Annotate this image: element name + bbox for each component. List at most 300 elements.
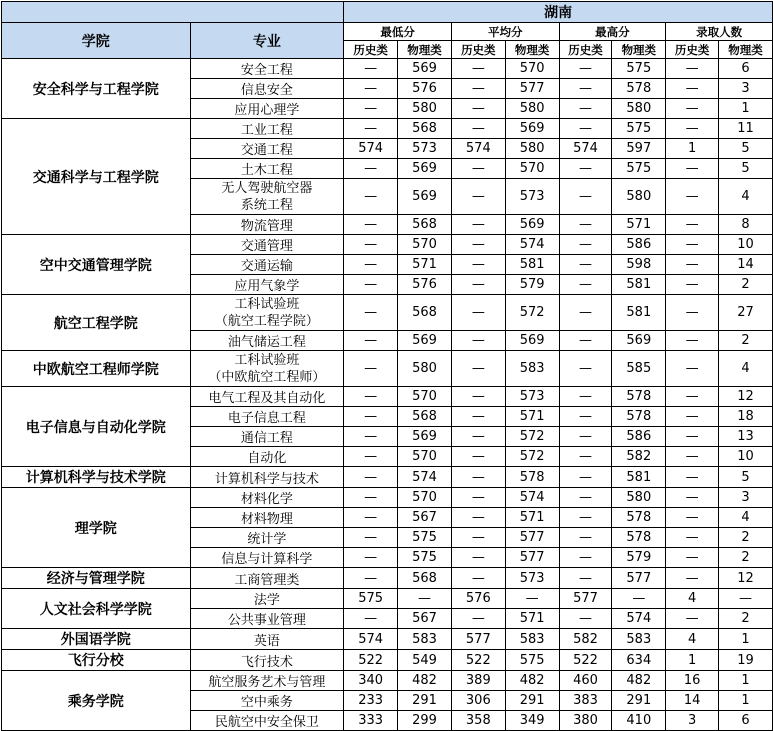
major-name-cell: 自动化	[190, 447, 344, 467]
score-cell-min-p: 568	[398, 119, 452, 139]
score-cell-max-p: 575	[612, 159, 666, 179]
score-cell-min-h: —	[344, 159, 398, 179]
table-row	[2, 671, 773, 691]
score-cell-avg-p: 570	[505, 159, 559, 179]
score-cell-avg-h: —	[451, 407, 505, 427]
score-cell-n-h: —	[666, 159, 719, 179]
score-cell-min-h: 333	[344, 711, 398, 731]
score-cell-n-p: 4	[719, 179, 773, 215]
score-cell-avg-p: 573	[505, 179, 559, 215]
score-cell-n-h: —	[666, 467, 719, 488]
score-cell-avg-h: —	[451, 427, 505, 447]
score-cell-min-h: 233	[344, 691, 398, 711]
score-cell-n-h: —	[666, 295, 719, 331]
score-cell-min-h: 574	[344, 139, 398, 159]
college-name-cell: 中欧航空工程师学院	[2, 351, 191, 387]
score-cell-min-h: —	[344, 488, 398, 508]
score-cell-max-h: —	[559, 609, 612, 629]
score-cell-min-h: —	[344, 609, 398, 629]
score-cell-min-h: —	[344, 387, 398, 407]
score-cell-min-p: 575	[398, 528, 452, 548]
score-cell-avg-p: 569	[505, 215, 559, 235]
score-cell-n-h: —	[666, 427, 719, 447]
score-cell-min-h: 522	[344, 650, 398, 671]
score-cell-avg-h: —	[451, 528, 505, 548]
college-name-cell: 航空工程学院	[2, 295, 191, 351]
score-cell-min-p: 580	[398, 351, 452, 387]
college-name-cell: 人文社会科学学院	[2, 589, 191, 629]
table-row	[2, 467, 773, 488]
score-cell-max-h: 460	[559, 671, 612, 691]
score-cell-n-p: 5	[719, 467, 773, 488]
major-name-cell: 油气储运工程	[190, 331, 344, 351]
score-cell-max-h: —	[559, 427, 612, 447]
score-cell-avg-p: 349	[505, 711, 559, 731]
score-cell-max-h: —	[559, 275, 612, 295]
score-cell-max-p: 578	[612, 387, 666, 407]
score-cell-min-h: 574	[344, 629, 398, 650]
table-row	[2, 119, 773, 139]
score-cell-avg-p: 575	[505, 650, 559, 671]
score-cell-avg-p: 482	[505, 671, 559, 691]
score-cell-avg-h: —	[451, 79, 505, 99]
score-cell-max-p: 581	[612, 467, 666, 488]
major-name-cell: 公共事业管理	[190, 609, 344, 629]
score-cell-max-h: —	[559, 235, 612, 255]
score-cell-max-p: 569	[612, 331, 666, 351]
college-name-cell: 交通科学与工程学院	[2, 119, 191, 235]
score-cell-n-p: —	[719, 589, 773, 609]
score-cell-avg-h: —	[451, 447, 505, 467]
major-name-cell: 材料化学	[190, 488, 344, 508]
score-cell-n-p: 14	[719, 255, 773, 275]
score-cell-min-p: 482	[398, 671, 452, 691]
major-name-cell: 通信工程	[190, 427, 344, 447]
avg-physics-header: 物理类	[505, 41, 559, 59]
score-cell-n-h: 16	[666, 671, 719, 691]
score-cell-n-h: 1	[666, 139, 719, 159]
score-cell-n-h: —	[666, 119, 719, 139]
major-name-cell: 交通运输	[190, 255, 344, 275]
score-cell-n-p: 1	[719, 671, 773, 691]
score-cell-avg-p: —	[505, 589, 559, 609]
score-cell-max-p: 580	[612, 99, 666, 119]
score-cell-avg-p: 580	[505, 99, 559, 119]
score-cell-n-p: 11	[719, 119, 773, 139]
score-cell-avg-p: 573	[505, 568, 559, 589]
major-name-cell: 工科试验班 （航空工程学院）	[190, 295, 344, 331]
score-cell-n-p: 2	[719, 275, 773, 295]
max-score-header: 最高分	[559, 23, 666, 41]
score-cell-n-h: 14	[666, 691, 719, 711]
score-cell-max-h: —	[559, 179, 612, 215]
score-cell-max-h: 380	[559, 711, 612, 731]
score-cell-n-h: —	[666, 568, 719, 589]
min-score-header: 最低分	[344, 23, 452, 41]
score-cell-avg-h: —	[451, 275, 505, 295]
score-cell-max-p: 575	[612, 59, 666, 79]
admitted-count-header: 录取人数	[666, 23, 773, 41]
score-cell-max-p: 585	[612, 351, 666, 387]
score-cell-max-h: 577	[559, 589, 612, 609]
college-name-cell: 乘务学院	[2, 671, 191, 731]
score-cell-avg-h: —	[451, 159, 505, 179]
table-row	[2, 629, 773, 650]
max-history-header: 历史类	[559, 41, 612, 59]
major-name-cell: 材料物理	[190, 508, 344, 528]
college-name-cell: 安全科学与工程学院	[2, 59, 191, 119]
score-cell-avg-p: 572	[505, 427, 559, 447]
score-cell-avg-p: 571	[505, 609, 559, 629]
score-cell-avg-h: —	[451, 331, 505, 351]
major-name-cell: 工商管理类	[190, 568, 344, 589]
score-cell-max-p: 578	[612, 508, 666, 528]
score-cell-min-p: 570	[398, 488, 452, 508]
score-cell-min-h: —	[344, 275, 398, 295]
major-name-cell: 应用气象学	[190, 275, 344, 295]
college-name-cell: 飞行分校	[2, 650, 191, 671]
score-cell-min-h: —	[344, 447, 398, 467]
score-cell-n-h: 3	[666, 711, 719, 731]
score-cell-avg-h: —	[451, 467, 505, 488]
score-cell-max-h: —	[559, 159, 612, 179]
score-cell-min-p: 570	[398, 447, 452, 467]
score-cell-avg-h: —	[451, 609, 505, 629]
score-cell-avg-h: —	[451, 387, 505, 407]
score-cell-max-p: 410	[612, 711, 666, 731]
college-name-cell: 电子信息与自动化学院	[2, 387, 191, 467]
college-name-cell: 外国语学院	[2, 629, 191, 650]
score-cell-n-p: 3	[719, 488, 773, 508]
score-cell-min-h: —	[344, 295, 398, 331]
score-cell-n-p: 6	[719, 59, 773, 79]
score-cell-min-h: —	[344, 255, 398, 275]
college-name-cell: 空中交通管理学院	[2, 235, 191, 295]
score-cell-n-p: 13	[719, 427, 773, 447]
score-cell-min-h: —	[344, 99, 398, 119]
score-cell-avg-p: 569	[505, 331, 559, 351]
score-cell-min-p: 569	[398, 159, 452, 179]
college-name-cell: 经济与管理学院	[2, 568, 191, 589]
score-cell-min-p: 576	[398, 79, 452, 99]
score-cell-max-p: 586	[612, 427, 666, 447]
score-cell-max-h: 522	[559, 650, 612, 671]
score-cell-avg-p: 572	[505, 447, 559, 467]
score-cell-min-h: —	[344, 59, 398, 79]
score-cell-avg-p: 579	[505, 275, 559, 295]
score-cell-n-p: 10	[719, 447, 773, 467]
score-cell-n-h: —	[666, 59, 719, 79]
score-cell-min-p: —	[398, 589, 452, 609]
score-cell-min-p: 568	[398, 215, 452, 235]
score-cell-min-p: 567	[398, 508, 452, 528]
college-column-header: 学院	[2, 23, 191, 59]
score-cell-avg-p: 570	[505, 59, 559, 79]
score-cell-n-p: 12	[719, 568, 773, 589]
score-cell-avg-h: —	[451, 568, 505, 589]
score-cell-n-h: —	[666, 488, 719, 508]
score-cell-max-h: —	[559, 79, 612, 99]
score-cell-avg-h: —	[451, 235, 505, 255]
score-cell-n-h: —	[666, 609, 719, 629]
score-cell-max-h: —	[559, 508, 612, 528]
score-cell-min-p: 573	[398, 139, 452, 159]
score-cell-min-p: 567	[398, 609, 452, 629]
score-cell-avg-h: —	[451, 215, 505, 235]
score-cell-avg-p: 583	[505, 629, 559, 650]
table-row	[2, 387, 773, 407]
major-name-cell: 交通管理	[190, 235, 344, 255]
score-cell-avg-p: 580	[505, 139, 559, 159]
score-cell-min-h: 340	[344, 671, 398, 691]
score-cell-avg-h: —	[451, 508, 505, 528]
table-row	[2, 568, 773, 589]
score-cell-max-h: —	[559, 59, 612, 79]
score-cell-n-h: —	[666, 548, 719, 568]
score-cell-max-h: —	[559, 447, 612, 467]
score-cell-n-p: 10	[719, 235, 773, 255]
min-history-header: 历史类	[344, 41, 398, 59]
table-row	[2, 488, 773, 508]
count-history-header: 历史类	[666, 41, 719, 59]
score-cell-max-p: 582	[612, 447, 666, 467]
score-cell-max-h: —	[559, 119, 612, 139]
score-cell-max-p: 571	[612, 215, 666, 235]
score-cell-n-h: 4	[666, 629, 719, 650]
score-cell-n-p: 2	[719, 548, 773, 568]
score-cell-avg-p: 577	[505, 79, 559, 99]
score-cell-max-p: 580	[612, 179, 666, 215]
score-cell-n-h: —	[666, 387, 719, 407]
score-cell-n-h: —	[666, 331, 719, 351]
count-physics-header: 物理类	[719, 41, 773, 59]
score-cell-max-p: 580	[612, 488, 666, 508]
major-column-header: 专业	[190, 23, 344, 59]
score-cell-n-h: —	[666, 275, 719, 295]
table-row	[2, 589, 773, 609]
score-cell-max-p: 583	[612, 629, 666, 650]
score-cell-n-p: 4	[719, 351, 773, 387]
score-cell-n-p: 19	[719, 650, 773, 671]
score-cell-n-p: 27	[719, 295, 773, 331]
score-cell-min-p: 568	[398, 295, 452, 331]
score-cell-avg-p: 571	[505, 508, 559, 528]
table-row	[2, 235, 773, 255]
score-cell-avg-h: —	[451, 295, 505, 331]
score-cell-min-h: —	[344, 235, 398, 255]
score-cell-min-h: —	[344, 119, 398, 139]
score-cell-n-p: 2	[719, 528, 773, 548]
score-cell-avg-h: —	[451, 59, 505, 79]
score-cell-avg-p: 573	[505, 387, 559, 407]
score-cell-n-h: —	[666, 255, 719, 275]
score-cell-n-p: 5	[719, 159, 773, 179]
score-cell-n-h: —	[666, 508, 719, 528]
score-cell-avg-h: 574	[451, 139, 505, 159]
major-name-cell: 应用心理学	[190, 99, 344, 119]
score-cell-n-p: 1	[719, 629, 773, 650]
table-row	[2, 59, 773, 79]
score-cell-min-h: —	[344, 467, 398, 488]
score-cell-min-h: —	[344, 528, 398, 548]
major-name-cell: 安全工程	[190, 59, 344, 79]
score-cell-min-p: 299	[398, 711, 452, 731]
major-name-cell: 土木工程	[190, 159, 344, 179]
score-cell-avg-h: —	[451, 548, 505, 568]
score-cell-max-p: 598	[612, 255, 666, 275]
major-name-cell: 无人驾驶航空器 系统工程	[190, 179, 344, 215]
score-cell-avg-h: —	[451, 179, 505, 215]
major-name-cell: 交通工程	[190, 139, 344, 159]
score-cell-max-p: 482	[612, 671, 666, 691]
major-name-cell: 信息与计算科学	[190, 548, 344, 568]
score-cell-min-h: —	[344, 215, 398, 235]
score-cell-max-h: —	[559, 99, 612, 119]
score-cell-min-p: 569	[398, 331, 452, 351]
score-cell-min-h: 575	[344, 589, 398, 609]
score-cell-n-h: —	[666, 351, 719, 387]
score-cell-avg-h: —	[451, 488, 505, 508]
score-cell-avg-h: 576	[451, 589, 505, 609]
score-cell-min-p: 569	[398, 427, 452, 447]
score-cell-avg-h: —	[451, 99, 505, 119]
score-cell-max-p: —	[612, 589, 666, 609]
score-cell-n-p: 1	[719, 99, 773, 119]
score-cell-n-p: 4	[719, 508, 773, 528]
max-physics-header: 物理类	[612, 41, 666, 59]
score-cell-max-h: —	[559, 295, 612, 331]
score-cell-avg-h: 306	[451, 691, 505, 711]
score-cell-max-h: —	[559, 331, 612, 351]
score-cell-n-p: 18	[719, 407, 773, 427]
major-name-cell: 法学	[190, 589, 344, 609]
score-cell-min-p: 570	[398, 235, 452, 255]
major-name-cell: 物流管理	[190, 215, 344, 235]
college-name-cell: 计算机科学与技术学院	[2, 467, 191, 488]
score-cell-min-h: —	[344, 79, 398, 99]
score-cell-avg-h: 522	[451, 650, 505, 671]
score-cell-min-h: —	[344, 568, 398, 589]
score-cell-min-h: —	[344, 427, 398, 447]
score-cell-min-p: 291	[398, 691, 452, 711]
score-cell-max-h: —	[559, 568, 612, 589]
score-cell-max-h: —	[559, 548, 612, 568]
score-cell-n-p: 2	[719, 331, 773, 351]
major-name-cell: 民航空中安全保卫	[190, 711, 344, 731]
score-cell-n-h: —	[666, 215, 719, 235]
score-cell-avg-p: 571	[505, 407, 559, 427]
score-cell-max-p: 581	[612, 295, 666, 331]
score-cell-min-h: —	[344, 508, 398, 528]
score-cell-avg-h: 389	[451, 671, 505, 691]
table-body	[2, 59, 773, 731]
score-cell-max-p: 579	[612, 548, 666, 568]
admission-score-table	[1, 1, 773, 731]
major-name-cell: 工业工程	[190, 119, 344, 139]
score-cell-max-p: 578	[612, 407, 666, 427]
score-cell-avg-p: 291	[505, 691, 559, 711]
score-cell-avg-p: 583	[505, 351, 559, 387]
major-name-cell: 飞行技术	[190, 650, 344, 671]
score-cell-max-p: 575	[612, 119, 666, 139]
score-cell-min-p: 570	[398, 387, 452, 407]
score-cell-min-p: 549	[398, 650, 452, 671]
score-cell-min-p: 568	[398, 407, 452, 427]
score-cell-avg-h: 577	[451, 629, 505, 650]
score-cell-min-p: 571	[398, 255, 452, 275]
min-physics-header: 物理类	[398, 41, 452, 59]
score-cell-max-h: —	[559, 528, 612, 548]
score-cell-max-p: 634	[612, 650, 666, 671]
score-cell-n-h: —	[666, 79, 719, 99]
score-cell-n-p: 1	[719, 691, 773, 711]
major-name-cell: 电子信息工程	[190, 407, 344, 427]
score-cell-max-p: 578	[612, 79, 666, 99]
score-cell-avg-p: 578	[505, 467, 559, 488]
score-cell-min-h: —	[344, 179, 398, 215]
score-cell-avg-h: —	[451, 351, 505, 387]
score-cell-min-h: —	[344, 331, 398, 351]
province-title: 湖南	[344, 2, 773, 23]
major-name-cell: 英语	[190, 629, 344, 650]
score-cell-max-h: 574	[559, 139, 612, 159]
score-cell-avg-p: 581	[505, 255, 559, 275]
score-cell-min-p: 580	[398, 99, 452, 119]
score-cell-max-h: 383	[559, 691, 612, 711]
score-cell-avg-p: 574	[505, 235, 559, 255]
score-cell-max-h: —	[559, 215, 612, 235]
score-cell-avg-p: 574	[505, 488, 559, 508]
score-cell-n-h: —	[666, 528, 719, 548]
score-cell-min-p: 569	[398, 179, 452, 215]
score-cell-max-h: —	[559, 407, 612, 427]
score-cell-n-p: 3	[719, 79, 773, 99]
score-cell-n-h: —	[666, 179, 719, 215]
score-cell-min-h: —	[344, 351, 398, 387]
table-row	[2, 295, 773, 331]
score-cell-min-p: 576	[398, 275, 452, 295]
score-cell-n-h: 1	[666, 650, 719, 671]
score-cell-n-p: 8	[719, 215, 773, 235]
score-cell-n-h: —	[666, 407, 719, 427]
score-cell-avg-p: 577	[505, 548, 559, 568]
score-cell-avg-h: 358	[451, 711, 505, 731]
major-name-cell: 空中乘务	[190, 691, 344, 711]
score-cell-avg-p: 569	[505, 119, 559, 139]
major-name-cell: 计算机科学与技术	[190, 467, 344, 488]
table-row	[2, 650, 773, 671]
score-cell-max-h: —	[559, 255, 612, 275]
score-cell-max-p: 597	[612, 139, 666, 159]
score-cell-min-h: —	[344, 407, 398, 427]
major-name-cell: 统计学	[190, 528, 344, 548]
score-cell-max-h: —	[559, 488, 612, 508]
score-cell-min-h: —	[344, 548, 398, 568]
score-cell-n-p: 6	[719, 711, 773, 731]
score-cell-max-p: 586	[612, 235, 666, 255]
score-cell-min-p: 583	[398, 629, 452, 650]
score-cell-max-h: —	[559, 467, 612, 488]
table-row	[2, 351, 773, 387]
score-cell-n-p: 2	[719, 609, 773, 629]
score-cell-n-h: —	[666, 235, 719, 255]
avg-score-header: 平均分	[451, 23, 559, 41]
score-cell-max-p: 581	[612, 275, 666, 295]
score-cell-max-p: 577	[612, 568, 666, 589]
major-name-cell: 航空服务艺术与管理	[190, 671, 344, 691]
score-cell-max-p: 578	[612, 528, 666, 548]
score-cell-avg-h: —	[451, 119, 505, 139]
